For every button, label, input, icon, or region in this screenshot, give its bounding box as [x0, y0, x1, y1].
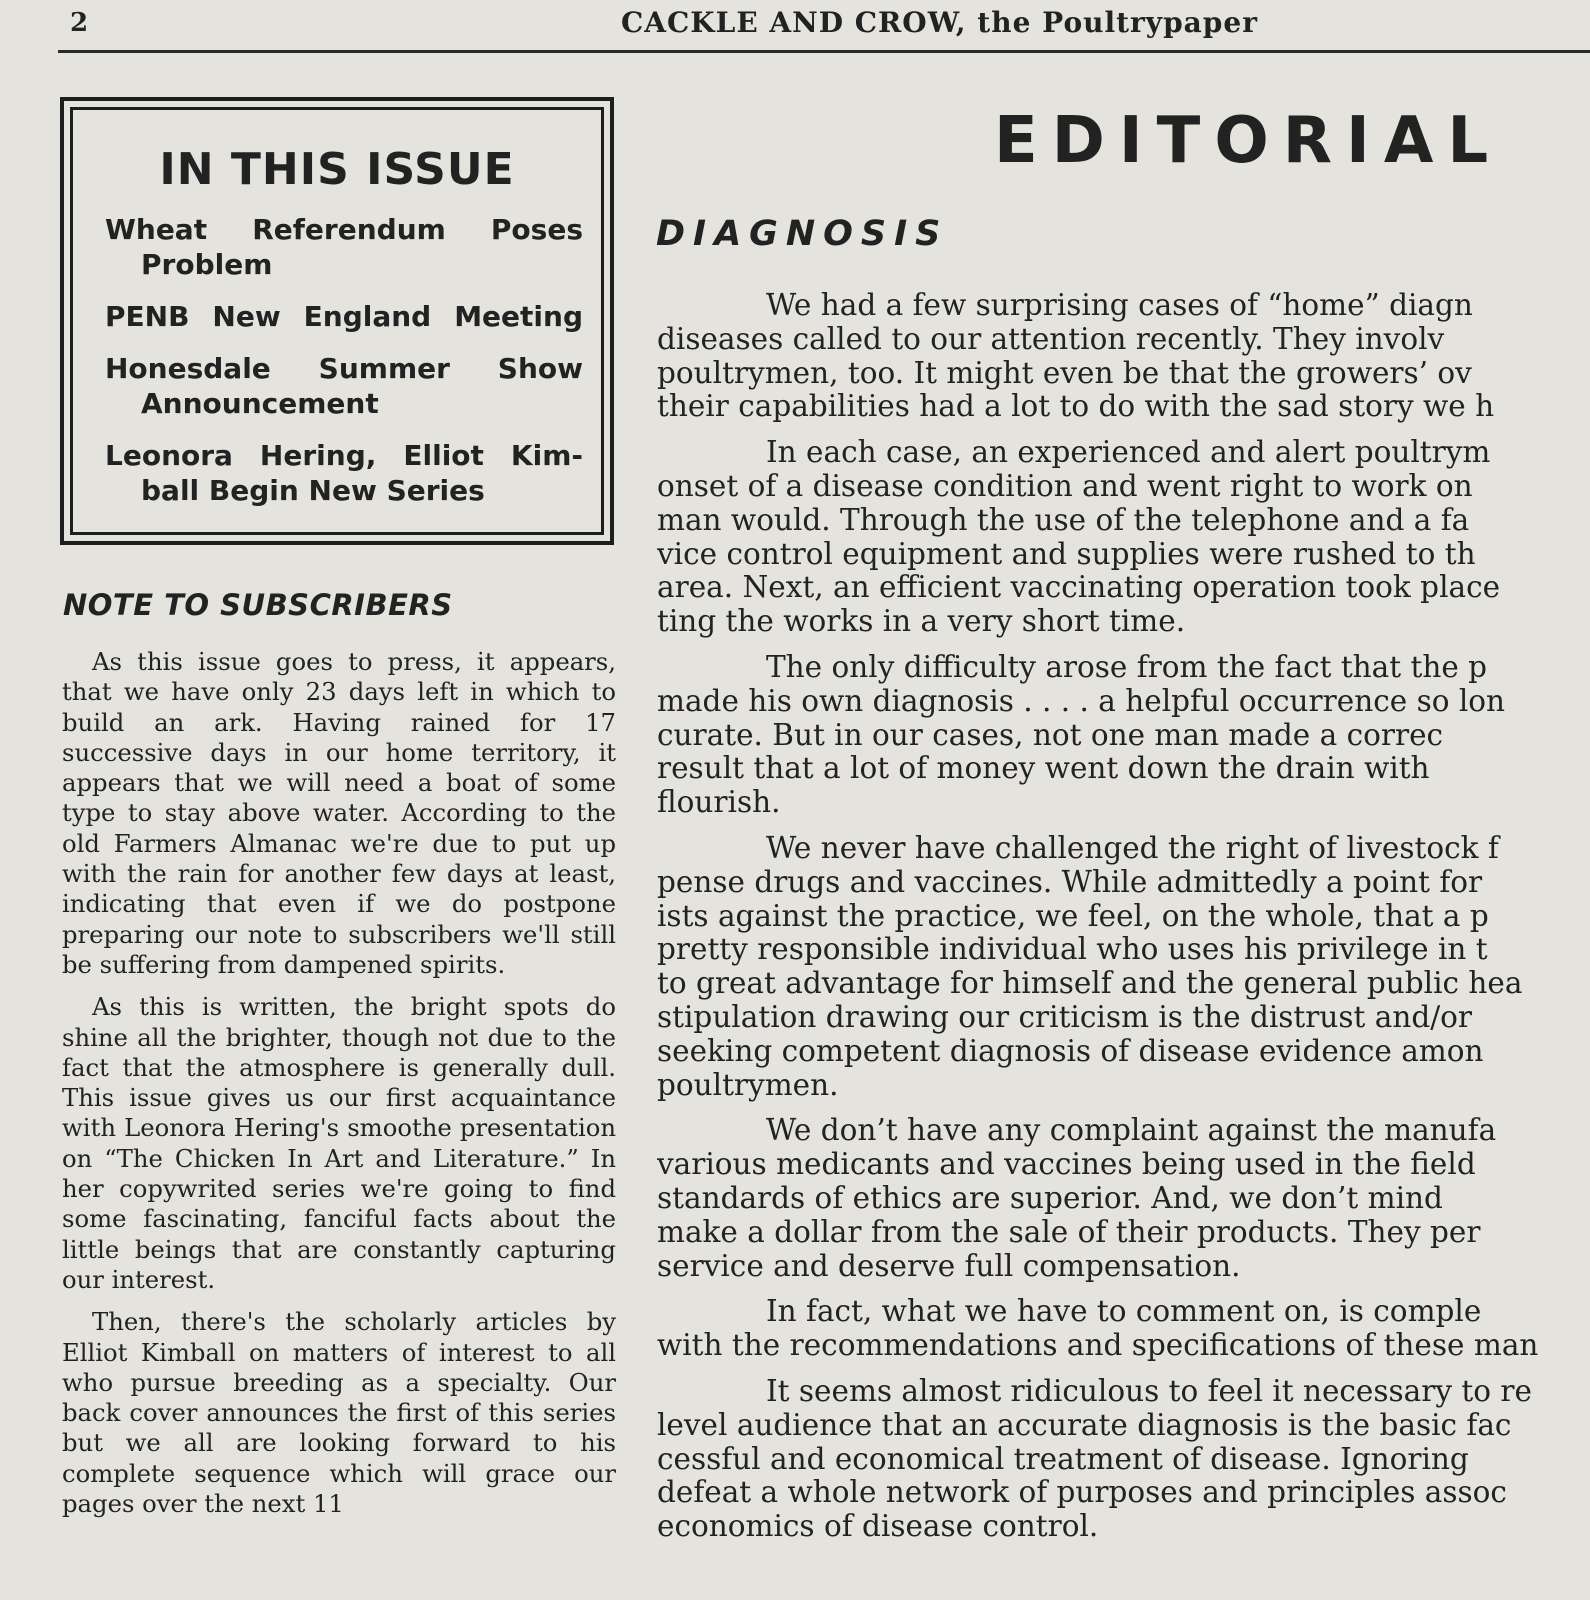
- editorial-line: standards of ethics are superior. And, we don’t mind: [657, 1181, 1443, 1215]
- diagnosis-heading: DIAGNOSIS: [656, 214, 949, 254]
- editorial-line: man would. Through the use of the telephone and a fa: [657, 503, 1470, 537]
- editorial-line: seeking competent diagnosis of disease evidence amon: [657, 1034, 1484, 1068]
- editorial-line: In each case, an experienced and alert poultrym: [766, 436, 1491, 470]
- running-title: [621, 6, 1258, 39]
- issue-item-line2: ball Begin New Series: [141, 474, 485, 507]
- editorial-line: curate. But in our cases, not one man made a correc: [657, 718, 1444, 752]
- note-to-subscribers-body: [62, 647, 616, 1531]
- editorial-line: stipulation drawing our criticism is the distrust and/or: [657, 1000, 1473, 1034]
- editorial-line: flourish.: [657, 786, 781, 820]
- in-this-issue-inner-border: [70, 107, 604, 535]
- issue-item-line1: PENB New England Meeting: [105, 300, 583, 333]
- editorial-line: ting the works in a very short time.: [657, 605, 1186, 639]
- editorial-line: The only difficulty arose from the fact that the p: [766, 650, 1488, 684]
- editorial-line: their capabilities had a lot to do with the sad story we h: [657, 390, 1495, 424]
- editorial-line: service and deserve full compensation.: [657, 1249, 1241, 1283]
- editorial-paragraph: [657, 1295, 1590, 1363]
- note-paragraph: Then, there's the scholarly articles by Elliot Kimball on matters of interest to all who pursue breeding as a specialty. Our back cover announces the first of this series but we all are looking forward to his complete sequence which will grace our pages over the next 11: [62, 1307, 616, 1519]
- editorial-paragraph: [657, 651, 1590, 820]
- note-paragraph: As this is written, the bright spots do shine all the brighter, though not due to the fact that the atmosphere is generally dull. This issue gives us our first acquaintance with Leonora Hering's smoothe presentation on “The Chicken In Art and Literature.” In her copywrited series we're going to find some fascinating, fanciful facts about the little beings that are constantly capturing our interest.: [62, 992, 616, 1294]
- editorial-body: [657, 289, 1590, 1600]
- editorial-paragraph: [657, 832, 1590, 1102]
- editorial-line: poultrymen, too. It might even be that the growers’ ov: [657, 356, 1472, 390]
- publication-subtitle: the Poultrypaper: [977, 6, 1258, 39]
- editorial-line: result that a lot of money went down the drain with: [657, 752, 1430, 786]
- publication-name: CACKLE AND CROW,: [621, 6, 967, 39]
- page-header: [58, 0, 1590, 53]
- editorial-paragraph: [657, 436, 1590, 639]
- issue-item: [105, 351, 583, 421]
- editorial-line: In fact, what we have to comment on, is comple: [766, 1295, 1482, 1329]
- editorial-line: make a dollar from the sale of their products. They per: [657, 1215, 1481, 1249]
- in-this-issue-list: [105, 212, 583, 525]
- page-number: 2: [70, 8, 89, 38]
- editorial-line: We never have challenged the right of livestock f: [766, 831, 1499, 865]
- editorial-line: onset of a disease condition and went right to work on: [657, 469, 1473, 503]
- note-to-subscribers-heading: NOTE TO SUBSCRIBERS: [63, 588, 453, 622]
- editorial-line: We don’t have any complaint against the manufa: [766, 1114, 1497, 1148]
- editorial-line: pretty responsible individual who uses his privilege in t: [657, 933, 1488, 967]
- editorial-line: area. Next, an efficient vaccinating operation took place: [657, 571, 1501, 605]
- editorial-paragraph: [657, 289, 1590, 424]
- in-this-issue-title: IN THIS ISSUE: [159, 144, 515, 195]
- editorial-line: pense drugs and vaccines. While admittedly a point for: [657, 865, 1483, 899]
- note-paragraph: As this issue goes to press, it appears, that we have only 23 days left in which to build an ark. Having rained for 17 successive days in our home territory, it appears that we will need a boat of some type to stay above water. According to the old Farmers Almanac we're due to put up with the rain for another few days at least, indicating that even if we do postpone preparing our note to subscribers we'll still be suffering from dampened spirits.: [62, 647, 616, 979]
- editorial-line: to great advantage for himself and the general public hea: [657, 967, 1523, 1001]
- editorial-line: We had a few surprising cases of “home” diagn: [766, 289, 1473, 322]
- issue-item-line1: Leonora Hering, Elliot Kim-: [105, 439, 583, 472]
- issue-item: [105, 299, 583, 334]
- in-this-issue-box: [60, 97, 614, 545]
- editorial-line: economics of disease control.: [657, 1510, 1099, 1544]
- issue-item-line2: Problem: [141, 248, 273, 281]
- editorial-line: defeat a whole network of purposes and principles assoc: [657, 1476, 1507, 1510]
- editorial-line: made his own diagnosis . . . . a helpful occurrence so lon: [657, 684, 1506, 718]
- editorial-title: EDITORIAL: [994, 104, 1503, 178]
- editorial-line: level audience that an accurate diagnosis is the basic fac: [657, 1408, 1512, 1442]
- issue-item: [105, 438, 583, 508]
- issue-item-line2: Announcement: [141, 387, 379, 420]
- editorial-line: cessful and economical treatment of disease. Ignoring: [657, 1442, 1469, 1476]
- editorial-paragraph: [657, 1114, 1590, 1283]
- issue-item-line1: Wheat Referendum Poses: [105, 213, 583, 246]
- editorial-line: poultrymen.: [657, 1068, 839, 1102]
- editorial-line: diseases called to our attention recently. They involv: [657, 322, 1445, 356]
- editorial-line: with the recommendations and specifications of these man: [657, 1329, 1539, 1363]
- editorial-paragraph: [657, 1375, 1590, 1544]
- editorial-line: ists against the practice, we feel, on the whole, that a p: [657, 899, 1489, 933]
- editorial-line: It seems almost ridiculous to feel it necessary to re: [766, 1374, 1532, 1408]
- editorial-line: vice control equipment and supplies were rushed to th: [657, 537, 1476, 571]
- issue-item: [105, 212, 583, 282]
- issue-item-line1: Honesdale Summer Show: [105, 352, 583, 385]
- editorial-line: various medicants and vaccines being used in the field: [657, 1148, 1476, 1182]
